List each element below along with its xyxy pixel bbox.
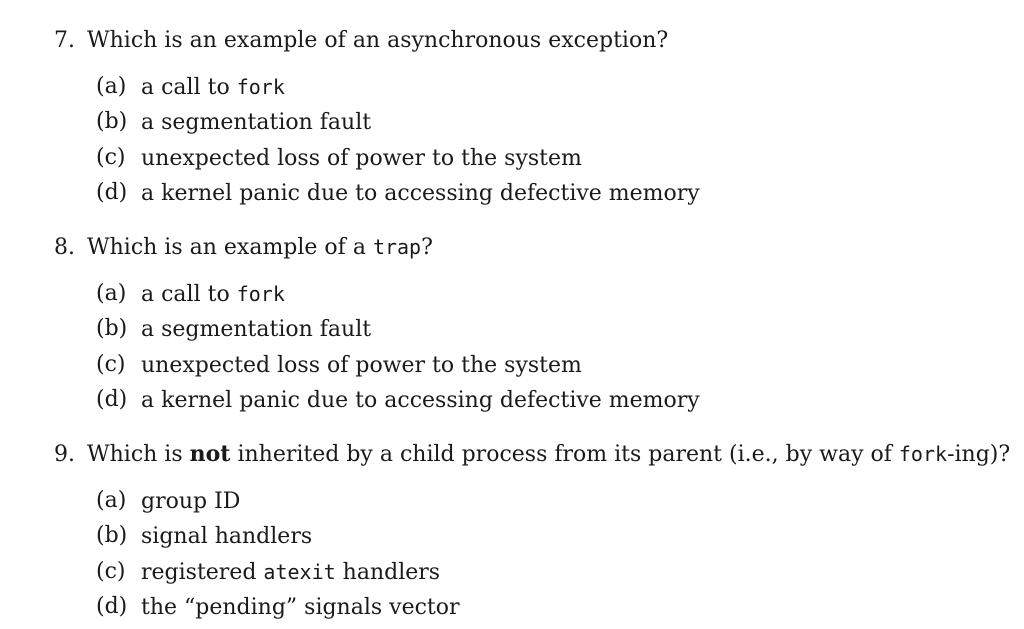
option-label: (c) [96, 144, 126, 170]
option-label: (c) [96, 558, 126, 584]
option-label: (c) [96, 351, 126, 377]
option-label: (b) [96, 316, 128, 342]
option-b [54, 523, 1014, 558]
option-text: a segmentation fault [141, 110, 372, 136]
option-text: the “pending” signals vector [141, 594, 460, 620]
option-label: (d) [96, 179, 128, 205]
option-text: a call to fork [141, 75, 285, 100]
option-label: (d) [96, 593, 128, 619]
option-c [54, 352, 1014, 387]
option-b [54, 316, 1014, 351]
option-text: signal handlers [141, 524, 313, 550]
option-label: (d) [96, 386, 128, 412]
option-c [54, 559, 1014, 594]
option-a [54, 74, 1014, 109]
question-number: 9. [54, 442, 75, 467]
emphasis: not [189, 441, 231, 467]
option-text: unexpected loss of power to the system [141, 145, 582, 171]
option-c [54, 145, 1014, 180]
option-text: group ID [141, 489, 241, 514]
question-prompt: 8. Which is an example of a trap? [54, 235, 433, 260]
option-b [54, 109, 1014, 144]
question-8 [54, 234, 1014, 422]
option-d [54, 387, 1014, 422]
question-7 [54, 28, 1014, 215]
option-a [54, 488, 1014, 523]
question-number: 7. [54, 28, 75, 53]
question-9 [54, 441, 1014, 629]
option-text: a kernel panic due to accessing defective memory [141, 180, 700, 206]
question-prompt: 9. Which is not inherited by a child process from its parent (i.e., by way of fork-ing)? [54, 441, 1011, 467]
option-label: (b) [96, 523, 128, 549]
option-list [54, 74, 1014, 215]
question-number: 8. [54, 235, 75, 260]
option-label: (a) [96, 281, 127, 306]
option-label: (a) [96, 488, 127, 513]
option-list [54, 488, 1014, 629]
option-text: a segmentation fault [141, 317, 372, 343]
option-text: registered atexit handlers [141, 559, 441, 585]
option-text: unexpected loss of power to the system [141, 352, 582, 378]
option-label: (b) [96, 109, 128, 135]
option-list [54, 281, 1014, 422]
question-prompt: 7. Which is an example of an asynchronous exception? [54, 28, 669, 53]
option-a [54, 281, 1014, 316]
option-text: a kernel panic due to accessing defective memory [141, 387, 700, 413]
option-d [54, 180, 1014, 215]
option-label: (a) [96, 74, 127, 99]
option-text: a call to fork [141, 282, 285, 307]
